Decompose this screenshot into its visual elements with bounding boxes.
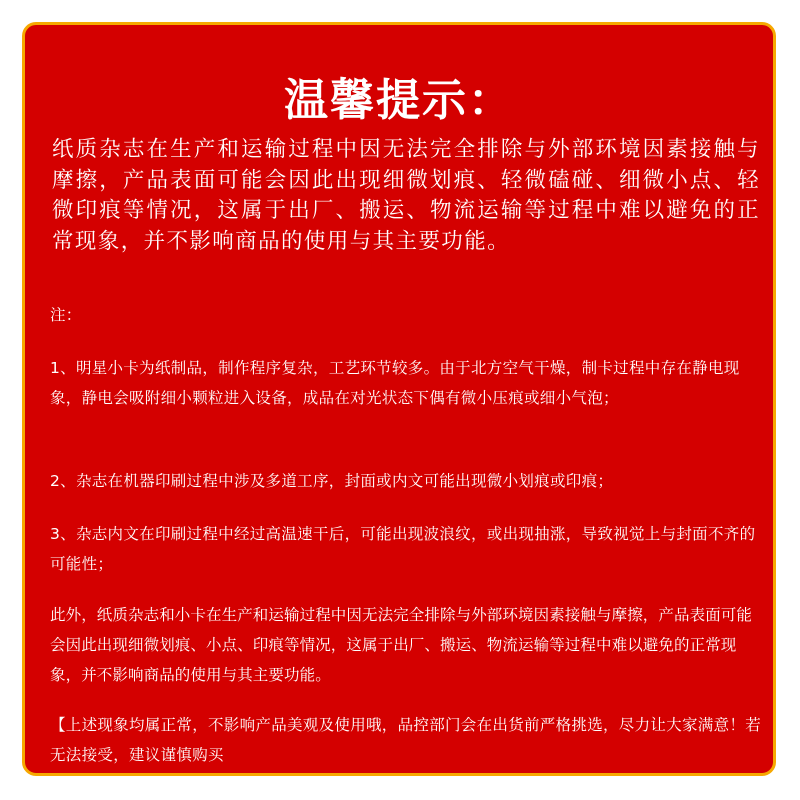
notice-title: 温馨提示： (284, 75, 514, 126)
extra-paragraph: 此外，纸质杂志和小卡在生产和运输过程中因无法完全排除与外部环境因素接触与摩擦，产品表面可能会因此出现细微划痕、小点、印痕等情况，这属于出厂、搬运、物流运输等过程中难以避免的正常现象，并不影响商品的使用与其主要功能。 (50, 606, 753, 684)
note-item-1: 1、明星小卡为纸制品，制作程序复杂，工艺环节较多。由于北方空气干燥，制卡过程中存在静电现象，静电会吸附细小颗粒进入设备，成品在对光状态下偶有微小压痕或细小气泡； (50, 359, 740, 407)
note-item-3: 3、杂志内文在印刷过程中经过高温速干后，可能出现波浪纹，或出现抽涨，导致视觉上与封面不齐的可能性； (50, 525, 756, 573)
footer-paragraph: 【上述现象均属正常，不影响产品美观及使用哦，品控部门会在出货前严格挑选，尽力让大家满意！若无法接受，建议谨慎购买 (50, 716, 762, 764)
note-item-2: 2、杂志在机器印刷过程中涉及多道工序，封面或内文可能出现微小划痕或印痕； (50, 472, 614, 490)
notice-card (22, 22, 776, 776)
note-label: 注： (50, 306, 82, 324)
intro-paragraph: 纸质杂志在生产和运输过程中因无法完全排除与外部环境因素接触与摩擦，产品表面可能会因此出现细微划痕、轻微磕碰、细微小点、轻微印痕等情况，这属于出厂、搬运、物流运输等过程中难以避免的正常现象，并不影响商品的使用与其主要功能。 (52, 137, 760, 254)
